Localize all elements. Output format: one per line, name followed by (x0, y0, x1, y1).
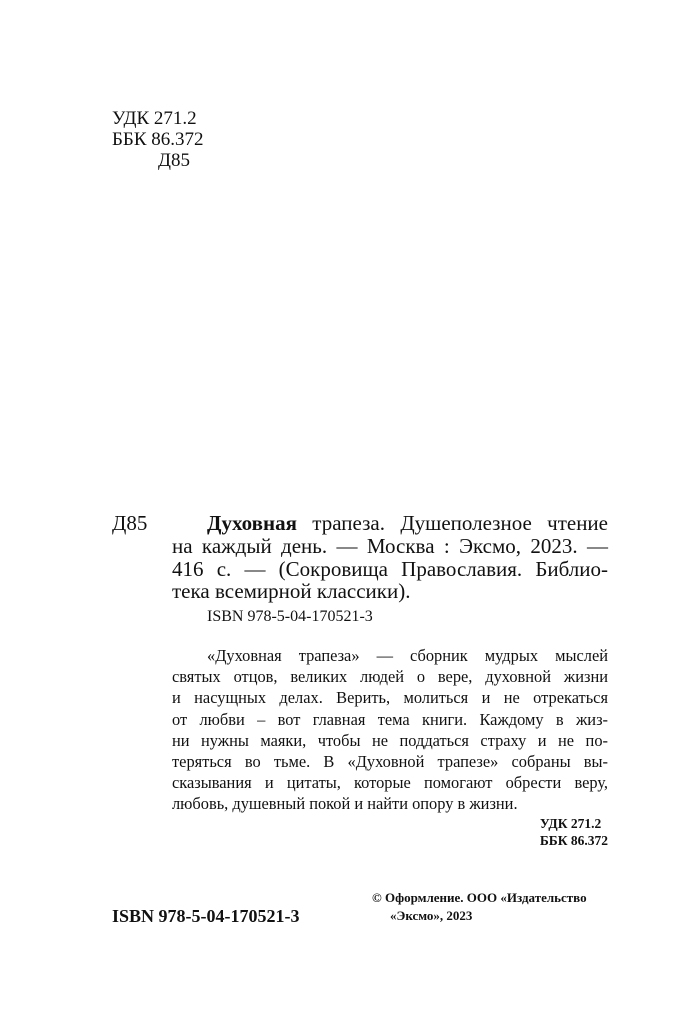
bottom-udk-code: УДК 271.2 (539, 816, 602, 831)
bbk-code: ББК 86.372 (112, 129, 204, 150)
author-sign-code: Д85 (158, 150, 190, 171)
copyright-notice (372, 889, 587, 925)
biblio-line-text: трапеза. Душеполезное чтение (296, 511, 608, 535)
udk-code: УДК 271.2 (112, 108, 197, 129)
annotation-line: теряться во тьме. В «Духовной трапезе» собраны вы- (172, 752, 608, 772)
biblio-line (172, 512, 608, 535)
annotation-line: и насущных делах. Верить, молиться и не отрекаться (172, 688, 608, 708)
biblio-line: тека всемирной классики). (172, 579, 411, 604)
main-isbn: ISBN 978-5-04-170521-3 (112, 906, 300, 926)
annotation-line: святых отцов, великих людей о вере, духовной жизни (172, 667, 608, 687)
biblio-line: 416 с. — (Сокровища Православия. Библио- (172, 556, 608, 581)
copyright-line-2: «Эксмо», 2023 (390, 908, 473, 923)
annotation-line: ни нужны маяки, чтобы не поддаться страху и не по- (172, 730, 608, 750)
bottom-bbk-code: ББК 86.372 (539, 833, 608, 848)
annotation (172, 645, 608, 815)
record-author-sign: Д85 (112, 511, 148, 535)
biblio-line: на каждый день. — Москва : Эксмо, 2023. — (172, 533, 608, 558)
title-bold: Духовная (207, 511, 297, 535)
annotation-line: от любви – вот главная тема книги. Каждому в жиз- (172, 709, 608, 729)
annotation-line: сказывания и цитаты, которые помогают обрести веру, (172, 773, 608, 793)
copyright-line-1: © Оформление. ООО «Издательство (372, 890, 587, 905)
bottom-classification-codes (540, 815, 608, 849)
classification-codes (112, 108, 204, 171)
record-isbn: ISBN 978-5-04-170521-3 (207, 608, 373, 625)
annotation-line: любовь, душевный покой и найти опору в жизни. (172, 794, 518, 814)
bibliographic-record (172, 512, 608, 603)
annotation-line: «Духовная трапеза» — сборник мудрых мыслей (207, 646, 608, 665)
